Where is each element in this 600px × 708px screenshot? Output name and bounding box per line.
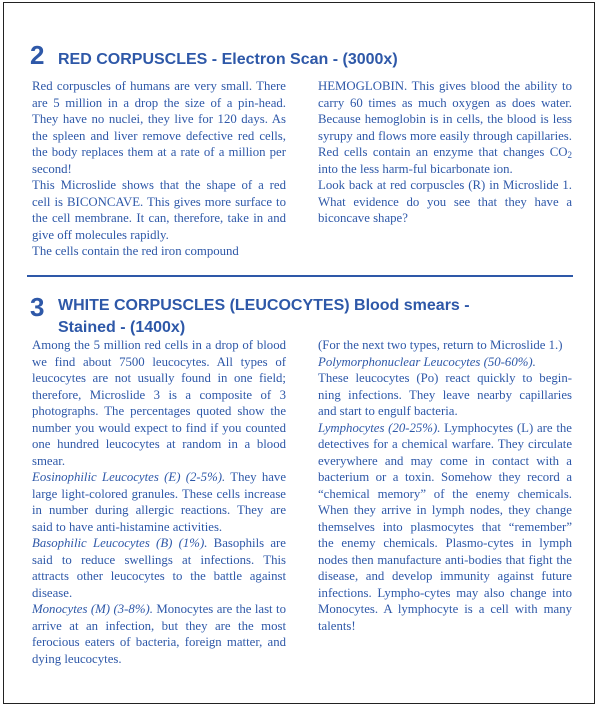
paragraph: These leucocytes (Po) react quickly to begin-ning infections. They leave nearby capillaries and start to engulf bacteria. [318, 371, 572, 418]
paragraph: (For the next two types, return to Microslide 1.) [318, 338, 563, 352]
paragraph [32, 601, 286, 667]
polymorphonuclear-label: Polymorphonuclear Leucocytes (50-60%). [318, 354, 536, 369]
paragraph: Look back at red corpuscles (R) in Microslide 1. What evidence do you see that they have a biconcave shape? [318, 178, 572, 225]
section-3-number: 3 [30, 292, 45, 322]
monocyte-label: Monocytes (M) (3-8%). [32, 602, 153, 616]
basophil-label: Basophilic Leucocytes (B) (1%). [32, 536, 208, 550]
section-2-heading [30, 40, 398, 71]
lymphocyte-label: Lymphocytes (20-25%). [318, 420, 441, 435]
section-2-number: 2 [30, 40, 45, 70]
paragraph: This Microslide shows that the shape of a red cell is BICONCAVE. This gives more surface to the cell membrane. It can, therefore, take in and give off molecules rapidly. [32, 178, 286, 242]
paragraph: Among the 5 million red cells in a drop of blood we find about 7500 leucocytes. All types of leucocytes are not usually found in one field; therefore, Microslide 3 is a composite of 3 photographs. The percentages quoted show the number you would expect to find if you counted one hundred leucocytes at random in a blood smear. [32, 338, 286, 468]
paragraph [318, 420, 572, 635]
paragraph [32, 469, 286, 535]
paragraph: Red corpuscles of humans are very small. There are 5 million in a drop the size of a pin-head. They have no nuclei, they live for 120 days. As the spleen and liver remove defective red cells, the body replaces them at a rate of a million per second! [32, 79, 286, 176]
text-run: into the less harm-ful bicarbonate ion. [318, 161, 513, 176]
eosinophil-label: Eosinophilic Leucocytes (E) (2-5%). [32, 470, 226, 484]
text-run: Lymphocytes (L) are the detectives for a chemical warfare. They circulate everywhere and may come in contact with a bacterium or a toxin. Somehow they record a “chemical memory” of the enemy chemicals. When they arrive in lymph nodes, they change themselves into plasmocytes that “remember” the enemy chemicals. Plasmo-cytes in lymph nodes then manufacture anti-bodies that fight the disease, and develop immunity against future infections. Lympho-cytes may also change into Monocytes. A lymphocyte is a cell with many talents! [318, 420, 572, 633]
section-3-left-column [32, 337, 286, 667]
text-run: They have large light-colored granules. These cells increase in number during allergic reactions. They are said to have anti-histamine activities. [32, 470, 287, 534]
text-run: HEMOGLOBIN. This gives blood the ability to carry 60 times as much oxygen as does water. Because hemoglobin is in cells, the blood is less syrupy and flows more easily through capillaries. Red cells contain an enzyme that changes CO [318, 79, 572, 159]
section-3-title-line2: Stained - (1400x) [58, 319, 186, 336]
section-divider [27, 275, 573, 277]
section-3-right-column [318, 337, 572, 634]
section-2-title: RED CORPUSCLES - Electron Scan - (3000x) [58, 51, 398, 68]
text-run: Monocytes are the last to arrive at an infection, but they are the most ferocious eaters of bacteria, foreign matter, and dying leucocytes. [32, 602, 287, 666]
paragraph [32, 535, 286, 601]
subscript: 2 [567, 150, 572, 160]
section-3-heading [30, 292, 470, 339]
section-2-right-column [318, 78, 572, 227]
section-2-left-column [32, 78, 286, 260]
paragraph [318, 78, 572, 177]
text-run: Basophils are said to reduce swellings at infections. This attracts other leucocytes to the battle against disease. [32, 536, 286, 600]
paragraph: The cells contain the red iron compound [32, 244, 239, 258]
section-3-title-line1: WHITE CORPUSCLES (LEUCOCYTES) Blood smears - [58, 297, 470, 314]
